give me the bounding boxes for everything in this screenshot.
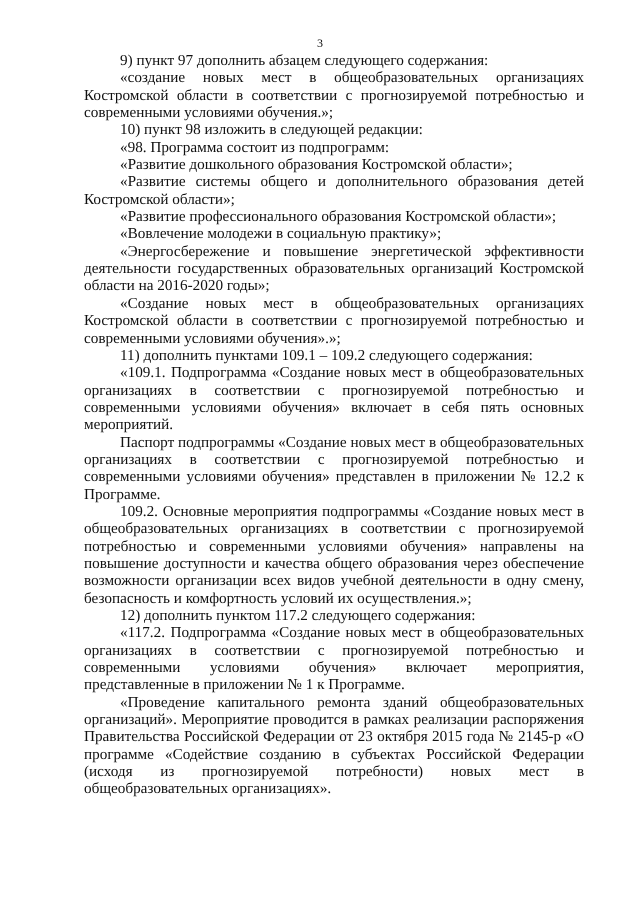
- document-body: [84, 52, 584, 798]
- paragraph-item-9-text: «создание новых мест в общеобразовательных организациях Костромской области в соответствии с прогнозируемой потребностью и современными условиями обучения.»;: [84, 69, 584, 122]
- paragraph-point-109-1: «109.1. Подпрограмма «Создание новых мест в общеобразовательных организациях в соответствии с прогнозируемой потребностью и современными условиями обучения» включает в себя пять основных мероприятий.: [84, 364, 584, 434]
- paragraph-passport: Паспорт подпрограммы «Создание новых мест в общеобразовательных организациях в соответствии с прогнозируемой потребностью и современными условиями обучения» представлен в приложении № 12.2 к Программе.: [84, 433, 584, 503]
- subprogram-professional-education: «Развитие профессионального образования Костромской области»;: [120, 208, 557, 226]
- paragraph-point-117-2: «117.2. Подпрограмма «Создание новых мест в общеобразовательных организациях в соответствии с прогнозируемой потребностью и современными условиями обучения» включает мероприятия, представленные в приложении № 1 к Программе.: [84, 624, 584, 694]
- paragraph-item-11: 11) дополнить пунктами 109.1 – 109.2 следующего содержания:: [120, 346, 533, 364]
- page-number: 3: [317, 36, 323, 50]
- paragraph-item-9: 9) пункт 97 дополнить абзацем следующего содержания:: [120, 52, 489, 69]
- subprogram-youth: «Вовлечение молодежи в социальную практику»;: [120, 225, 442, 243]
- subprogram-energy-saving: «Энергосбережение и повышение энергетической эффективности деятельности государственных образовательных организаций Костромской области на 2016-2020 годы»;: [84, 242, 584, 295]
- paragraph-capital-repair: «Проведение капитального ремонта зданий общеобразовательных организаций». Мероприятие проводится в рамках реализации распоряжения Правительства Российской Федерации от 23 октября 2015 года № 2145-р «О программе «Содействие созданию в субъектах Российской Федерации (исходя из прогнозируемой потребности) новых мест в общеобразовательных организациях».: [84, 693, 584, 798]
- subprogram-preschool: «Развитие дошкольного образования Костромской области»;: [120, 156, 513, 174]
- paragraph-item-12: 12) дополнить пунктом 117.2 следующего содержания:: [120, 607, 476, 624]
- paragraph-item-10: 10) пункт 98 изложить в следующей редакции:: [120, 121, 423, 139]
- subprogram-general-education: «Развитие системы общего и дополнительного образования детей Костромской области»;: [84, 173, 584, 208]
- paragraph-point-109-2: 109.2. Основные мероприятия подпрограммы «Создание новых мест в общеобразовательных организациях в соответствии с прогнозируемой потребностью и современными условиями обучения» направлены на повышение доступности и качества общего образования через обеспечение возможности организации всех видов учебной деятельности в одну смену, безопасность и комфортность условий их осуществления.»;: [84, 502, 584, 607]
- paragraph-point-98: «98. Программа состоит из подпрограмм:: [120, 138, 390, 156]
- subprogram-new-places: «Создание новых мест в общеобразовательных организациях Костромской области в соответствии с прогнозируемой потребностью и современными условиями обучения».»;: [84, 294, 584, 347]
